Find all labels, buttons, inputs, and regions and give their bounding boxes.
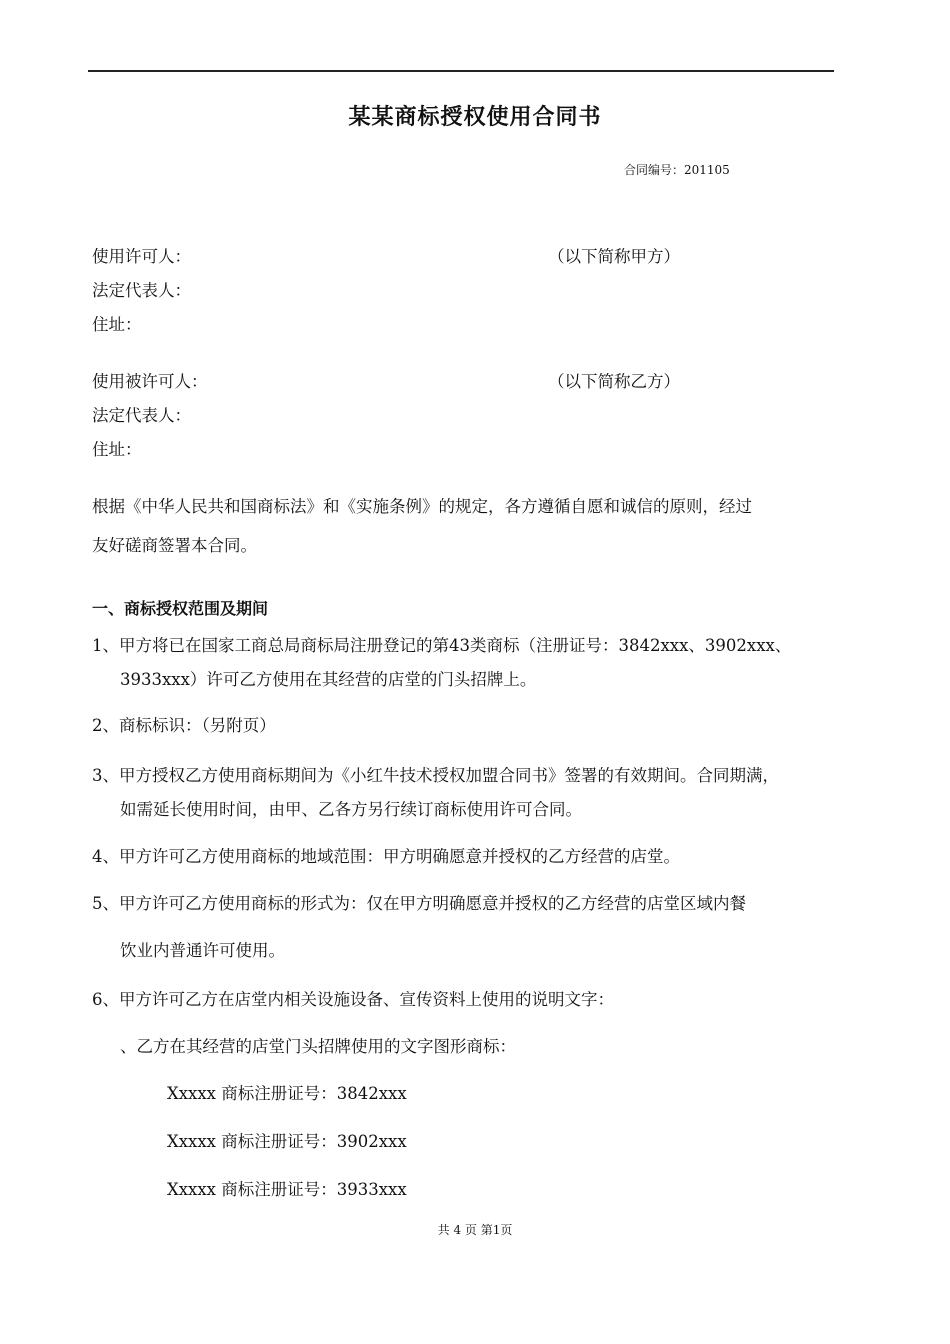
party-b-alias: （以下简称乙方） bbox=[548, 372, 680, 391]
section-heading: 一、商标授权范围及期间 bbox=[92, 599, 269, 618]
clause-3-line-1: 3、甲方授权乙方使用商标期间为《小红牛技术授权加盟合同书》签署的有效期间。合同期满， bbox=[92, 766, 779, 785]
registration-1: Xxxxx 商标注册证号：3842xxx bbox=[167, 1084, 407, 1103]
licensee-label: 使用被许可人： bbox=[92, 372, 208, 391]
intro-line-1: 根据《中华人民共和国商标法》和《实施条例》的规定，各方遵循自愿和诚信的原则，经过 bbox=[92, 497, 752, 516]
registration-2: Xxxxx 商标注册证号：3902xxx bbox=[167, 1132, 407, 1151]
party-a-alias: （以下简称甲方） bbox=[548, 247, 680, 266]
party-b-address: 住址： bbox=[92, 440, 142, 459]
page-footer: 共 4 页 第1页 bbox=[437, 1223, 513, 1237]
clause-6-sub: 、乙方在其经营的店堂门头招牌使用的文字图形商标： bbox=[120, 1037, 516, 1056]
clause-1-line-1: 1、甲方将已在国家工商总局商标局注册登记的第43类商标（注册证号：3842xxx、3902xxx、 bbox=[92, 636, 792, 655]
clause-5-line-2: 饮业内普通许可使用。 bbox=[120, 941, 285, 960]
clause-1-line-2: 3933xxx）许可乙方使用在其经营的店堂的门头招牌上。 bbox=[120, 670, 537, 689]
party-b-legal-rep: 法定代表人： bbox=[92, 406, 191, 425]
document-title: 某某商标授权使用合同书 bbox=[348, 105, 602, 130]
clause-2: 2、商标标识：（另附页） bbox=[92, 716, 276, 735]
clause-5-line-1: 5、甲方许可乙方使用商标的形式为：仅在甲方明确愿意并授权的乙方经营的店堂区域内餐 bbox=[92, 894, 746, 913]
clause-4: 4、甲方许可乙方使用商标的地域范围：甲方明确愿意并授权的乙方经营的店堂。 bbox=[92, 847, 680, 866]
clause-6: 6、甲方许可乙方在店堂内相关设施设备、宣传资料上使用的说明文字： bbox=[92, 990, 614, 1009]
header-rule bbox=[88, 70, 834, 72]
licensor-label: 使用许可人： bbox=[92, 247, 191, 266]
intro-line-2: 友好磋商签署本合同。 bbox=[92, 536, 257, 555]
clause-3-line-2: 如需延长使用时间，由甲、乙各方另行续订商标使用许可合同。 bbox=[120, 800, 582, 819]
registration-3: Xxxxx 商标注册证号：3933xxx bbox=[167, 1180, 407, 1199]
contract-number: 合同编号：201105 bbox=[624, 163, 730, 177]
party-a-address: 住址： bbox=[92, 315, 142, 334]
party-a-legal-rep: 法定代表人： bbox=[92, 281, 191, 300]
